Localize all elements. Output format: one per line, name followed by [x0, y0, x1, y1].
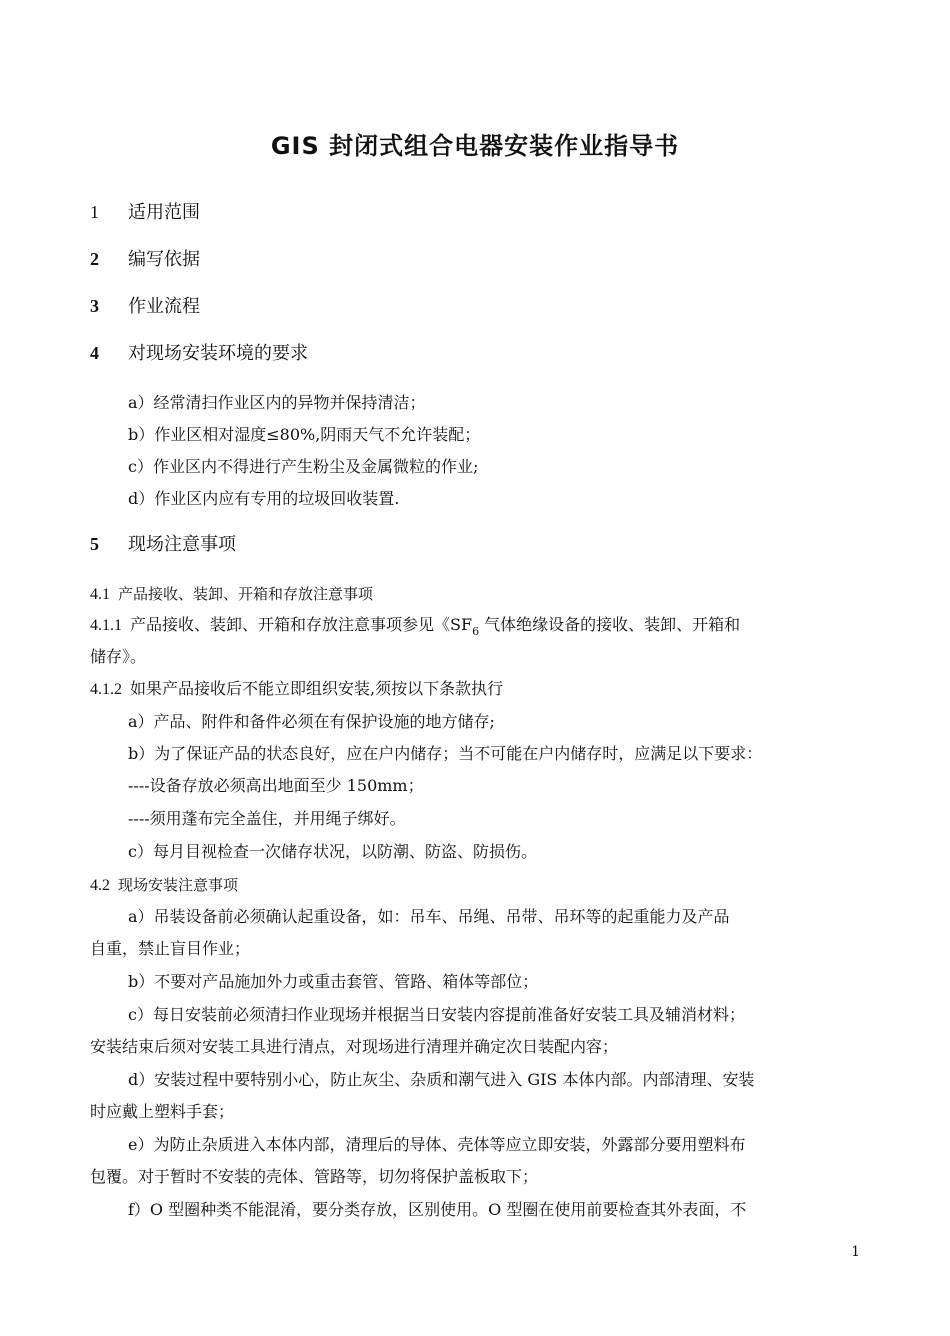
section-number: 5: [90, 534, 99, 554]
list-item: c）每月目视检查一次储存状况，以防潮、防盗、防损伤。: [128, 842, 537, 861]
paragraph: 4.1.1 产品接收、装卸、开箱和存放注意事项参见《$SF_6$ 气体绝缘设备的接收、装卸、开箱和: [90, 615, 741, 638]
paragraph: a）吊装设备前必须确认起重设备，如：吊车、吊绳、吊带、吊环等的起重能力及产品: [128, 907, 730, 926]
paragraph-continuation: 储存》。: [90, 647, 147, 666]
page-number: 1: [851, 1244, 860, 1260]
section-heading: [90, 340, 308, 366]
section-label: 对现场安装环境的要求: [128, 343, 308, 364]
list-item: a）经常清扫作业区内的异物并保持清洁；: [128, 393, 426, 412]
section-label: 编写依据: [128, 249, 200, 270]
section-heading: [90, 199, 200, 225]
list-item: ----设备存放必须高出地面至少 150mm；: [128, 776, 424, 795]
list-item: b）为了保证产品的状态良好，应在户内储存；当不可能在户内储存时，应满足以下要求：: [128, 744, 763, 763]
list-item: c）作业区内不得进行产生粉尘及金属微粒的作业;: [128, 457, 479, 476]
paragraph-continuation: 安装结束后须对安装工具进行清点，对现场进行清理并确定次日装配内容；: [90, 1037, 619, 1056]
paragraph: 4.1.2 如果产品接收后不能立即组织安装,须按以下条款执行: [90, 679, 504, 698]
section-label: 现场注意事项: [128, 534, 236, 555]
paragraph: e）为防止杂质进入本体内部，清理后的导体、壳体等应立即安装，外露部分要用塑料布: [128, 1135, 746, 1154]
section-number: 1: [90, 202, 99, 222]
section-number: 3: [90, 296, 99, 316]
section-heading: [90, 246, 200, 272]
paragraph: b）不要对产品施加外力或重击套管、管路、箱体等部位；: [128, 972, 539, 991]
list-item: ----须用蓬布完全盖住，并用绳子绑好。: [128, 809, 406, 828]
subsection-heading: 4.2 现场安装注意事项: [90, 876, 239, 894]
section-number: 2: [90, 249, 99, 269]
paragraph-continuation: 自重，禁止盲目作业；: [90, 939, 251, 958]
section-label: 适用范围: [128, 202, 200, 223]
paragraph: c）每日安装前必须清扫作业现场并根据当日安装内容提前准备好安装工具及辅消材料；: [128, 1005, 745, 1024]
list-item: b）作业区相对湿度≤80%,阴雨天气不允许装配；: [128, 425, 481, 444]
section-label: 作业流程: [128, 296, 200, 317]
list-item: d）作业区内应有专用的垃圾回收装置.: [128, 489, 400, 508]
paragraph: d）安装过程中要特别小心，防止灰尘、杂质和潮气进入 GIS 本体内部。内部清理、安装: [128, 1070, 755, 1089]
subsection-heading: 4.1 产品接收、装卸、开箱和存放注意事项: [90, 585, 374, 603]
section-heading: [90, 531, 236, 557]
section-number: 4: [90, 343, 99, 363]
section-heading: [90, 293, 200, 319]
list-item: a）产品、附件和备件必须在有保护设施的地方储存;: [128, 712, 495, 731]
paragraph-continuation: 包覆。对于暂时不安装的壳体、管路等，切勿将保护盖板取下；: [90, 1167, 539, 1186]
document-title: GIS 封闭式组合电器安装作业指导书: [270, 132, 680, 160]
paragraph: f）O 型圈种类不能混淆，要分类存放，区别使用。O 型圈在使用前要检查其外表面，不: [128, 1200, 747, 1219]
paragraph-continuation: 时应戴上塑料手套；: [90, 1102, 235, 1121]
